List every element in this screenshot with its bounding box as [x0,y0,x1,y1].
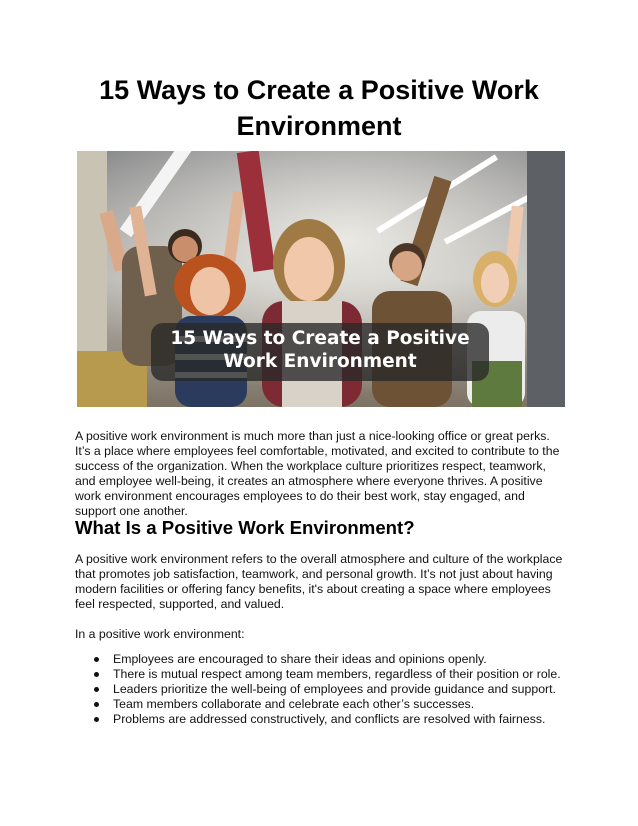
list-item [75,682,575,697]
section-heading: What Is a Positive Work Environment? [75,517,415,538]
section-paragraph: A positive work environment refers to the overall atmosphere and culture of the workplace that promotes job satisfaction, teamwork, and personal growth. It’s not just about having modern facilities or offering fancy benefits, it's about creating a space where employees feel respected, supported, and valued. [75,552,563,611]
bullet-icon [94,702,99,707]
list-intro: In a positive work environment: [75,627,245,641]
bullet-list [75,652,575,727]
list-item-text: Employees are encouraged to share their ideas and opinions openly. [113,652,487,666]
list-item-text: Problems are addressed constructively, and conflicts are resolved with fairness. [113,712,546,726]
bullet-icon [94,717,99,722]
bullet-icon [94,657,99,662]
list-item-text: Leaders prioritize the well-being of employees and provide guidance and support. [113,682,556,696]
intro-paragraph: A positive work environment is much more than just a nice-looking office or great perks. It’s a place where employees feel comfortable, motivated, and excited to contribute to the success of the organization. When the workplace culture prioritizes respect, teamwork, and employee well-being, it creates an atmosphere where everyone thrives. A positive work environment encourages employees to do their best work, stay engaged, and support one another. [75,429,560,518]
list-item-text: There is mutual respect among team members, regardless of their position or role. [113,667,561,681]
list-item [75,712,575,727]
bullet-icon [94,687,99,692]
document-title: 15 Ways to Create a Positive Work Environment [99,75,539,141]
list-item [75,667,575,682]
list-item [75,697,575,712]
list-item [75,652,575,667]
hero-caption: 15 Ways to Create a Positive Work Environment [170,328,470,372]
list-item-text: Team members collaborate and celebrate each other’s successes. [113,697,475,711]
bullet-icon [94,672,99,677]
